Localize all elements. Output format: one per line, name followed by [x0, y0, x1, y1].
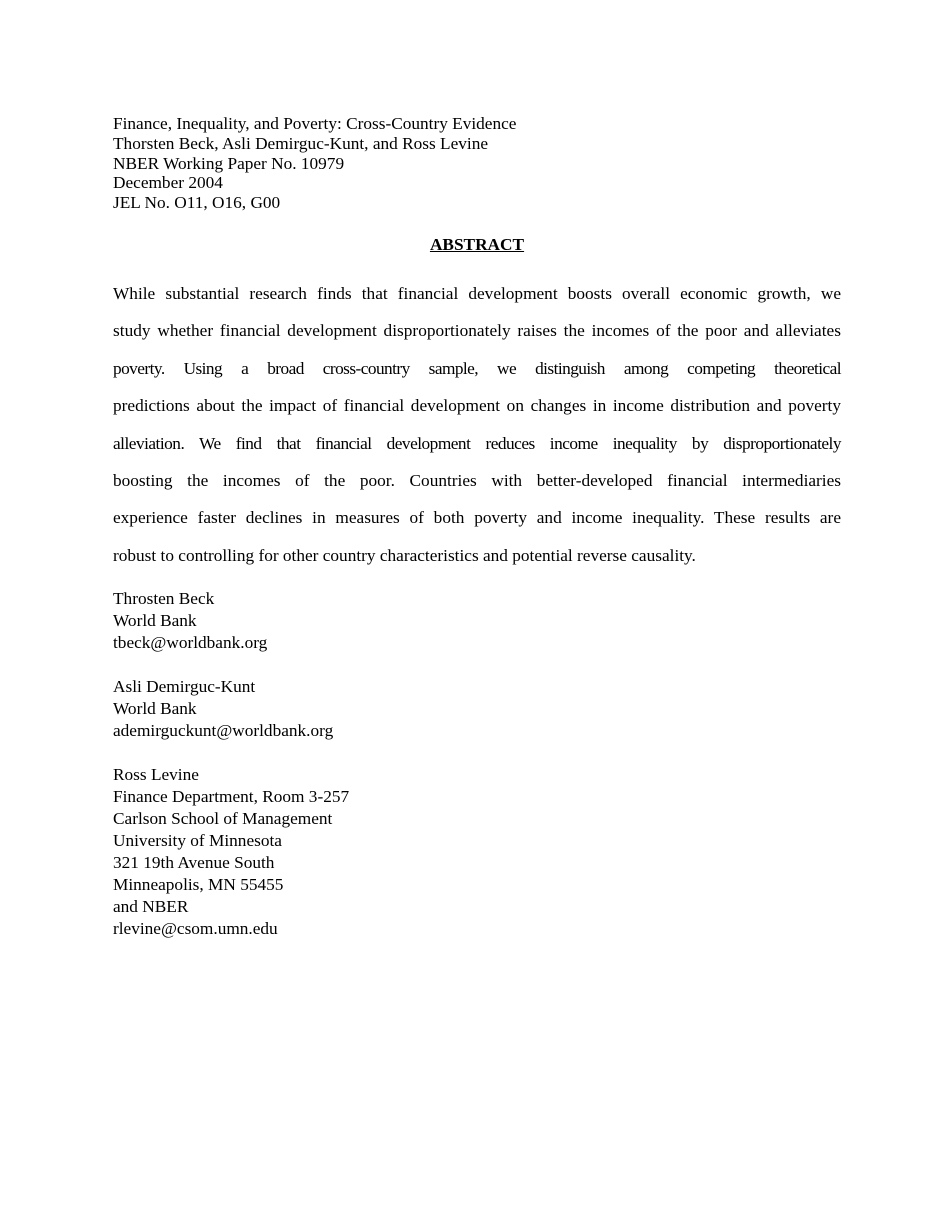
working-paper-number: NBER Working Paper No. 10979	[113, 153, 345, 173]
paper-authors: Thorsten Beck, Asli Demirguc-Kunt, and Ross Levine	[113, 133, 489, 153]
paper-date: December 2004	[113, 173, 223, 193]
author-affiliation: World Bank	[113, 699, 197, 719]
author-department: Finance Department, Room 3-257	[113, 787, 350, 807]
abstract-line: While substantial research finds that financial development boosts overall economic growth, we	[113, 283, 841, 303]
author-university: University of Minnesota	[113, 831, 282, 851]
abstract-body	[113, 275, 841, 574]
author-name: Asli Demirguc-Kunt	[113, 677, 256, 697]
author-city: Minneapolis, MN 55455	[113, 875, 284, 895]
author-street: 321 19th Avenue South	[113, 853, 275, 873]
abstract-line: alleviation. We find that financial development reduces income inequality by disproportionately	[113, 433, 841, 453]
author-name: Throsten Beck	[113, 589, 215, 609]
abstract-line: study whether financial development disproportionately raises the incomes of the poor and alleviates	[113, 321, 841, 341]
author-affiliation: and NBER	[113, 897, 189, 917]
abstract-line: robust to controlling for other country characteristics and potential reverse causality.	[113, 545, 696, 565]
paper-header	[113, 114, 841, 213]
abstract-line: experience faster declines in measures of both poverty and income inequality. These results are	[113, 508, 841, 528]
author-email: rlevine@csom.umn.edu	[113, 919, 278, 939]
paper-page	[113, 114, 841, 940]
jel-codes: JEL No. O11, O16, G00	[113, 193, 281, 213]
author-email: ademirguckunt@worldbank.org	[113, 721, 334, 741]
author-affiliation: World Bank	[113, 611, 197, 631]
author-contact-beck	[113, 588, 841, 654]
author-email: tbeck@worldbank.org	[113, 633, 268, 653]
abstract-heading: ABSTRACT	[429, 234, 525, 254]
author-name: Ross Levine	[113, 765, 199, 785]
paper-title: Finance, Inequality, and Poverty: Cross-Country Evidence	[113, 114, 517, 133]
abstract-line: boosting the incomes of the poor. Countries with better-developed financial intermediaries	[113, 471, 841, 491]
author-school: Carlson School of Management	[113, 809, 333, 829]
author-contact-demirguc-kunt	[113, 676, 841, 742]
abstract-line: predictions about the impact of financial development on changes in income distribution and poverty	[113, 396, 841, 416]
author-contact-levine	[113, 764, 841, 940]
abstract-line: poverty. Using a broad cross-country sample, we distinguish among competing theoretical	[113, 358, 841, 378]
